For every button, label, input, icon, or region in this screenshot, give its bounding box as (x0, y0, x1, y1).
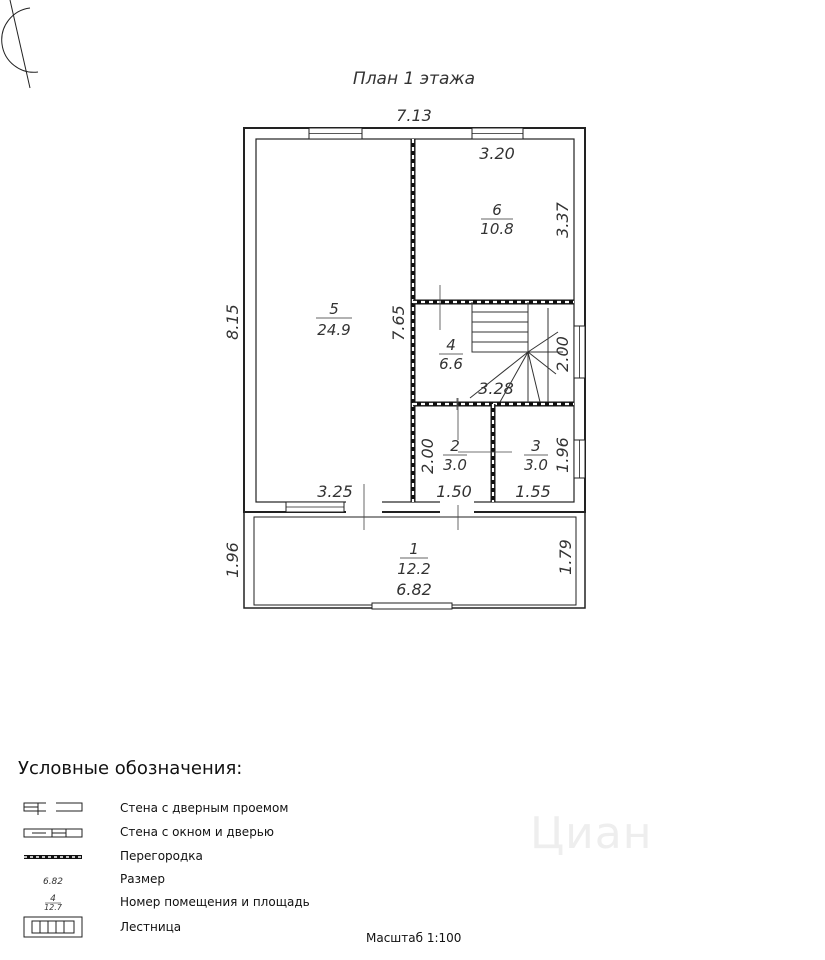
window-right-room3 (574, 440, 585, 478)
legend-size-sample: 6.82 (42, 877, 64, 887)
room-label-2 (443, 437, 467, 474)
dim-room3-height: 1.96 (553, 437, 572, 473)
window-right-stair (574, 326, 585, 378)
dim-porch-height-left: 1.96 (223, 542, 242, 578)
legend-title: Условные обозначения: (18, 758, 243, 779)
wall-door-icon (24, 802, 82, 815)
room-label-3 (524, 437, 548, 474)
dim-porch-height-right: 1.79 (556, 539, 575, 575)
plan-title: План 1 этажа (352, 69, 476, 89)
dim-room6-height: 3.37 (553, 202, 572, 238)
legend-item-wall-door: Стена с дверным проемом (120, 801, 289, 815)
window-top-right (472, 128, 523, 139)
dim-stair-height: 2.00 (553, 336, 572, 372)
partitions (413, 139, 574, 502)
room-label-5 (316, 300, 352, 339)
dim-room3-width: 1.55 (515, 482, 551, 501)
dim-room5-height: 7.65 (389, 305, 408, 341)
dim-room2-height: 2.00 (418, 438, 437, 474)
dim-room6-width: 3.20 (479, 144, 515, 163)
dim-total-width: 7.13 (396, 106, 432, 125)
room-area: 3.0 (443, 456, 467, 474)
room-label-1 (397, 540, 430, 578)
room-area: 24.9 (317, 321, 351, 339)
legend-item-stair: Лестница (120, 920, 182, 934)
door-gap-room2 (440, 501, 474, 513)
room-area: 3.0 (524, 456, 548, 474)
dim-porch-width: 6.82 (396, 580, 432, 599)
legend-item-size: Размер (120, 872, 166, 886)
room-number: 3 (531, 437, 541, 455)
room-number: 5 (329, 300, 339, 318)
room-area: 6.6 (439, 355, 463, 373)
scale-label: Масштаб 1:100 (366, 931, 462, 945)
watermark: Циан (530, 808, 653, 859)
room-number: 2 (450, 437, 460, 455)
legend-item-partition: Перегородка (120, 849, 203, 863)
legend-room-sample (44, 894, 63, 912)
room-number: 4 (446, 336, 456, 354)
room-area: 10.8 (480, 220, 514, 238)
legend-item-room-number: Номер помещения и площадь (120, 895, 310, 909)
room-label-6 (480, 201, 513, 238)
room-number: 6 (492, 201, 502, 219)
porch-step (372, 603, 452, 609)
room-area: 12.2 (397, 560, 431, 578)
dim-total-height: 8.15 (223, 304, 242, 340)
dim-stair-width: 3.28 (478, 379, 514, 398)
window-bottom-left (286, 502, 344, 512)
legend-item-wall-window-door: Стена с окном и дверью (120, 825, 274, 839)
dim-room5-width: 3.25 (317, 482, 353, 501)
wall-window-door-icon (24, 829, 82, 837)
room-label-4 (439, 336, 463, 373)
legend-room-sample-number: 4 (50, 894, 56, 904)
window-top-left (309, 128, 362, 139)
stair-icon (24, 917, 82, 937)
room-number: 1 (409, 540, 419, 558)
dim-room2-width: 1.50 (436, 482, 472, 501)
compass-icon (2, 0, 38, 88)
legend-room-sample-area: 12.7 (44, 903, 62, 912)
